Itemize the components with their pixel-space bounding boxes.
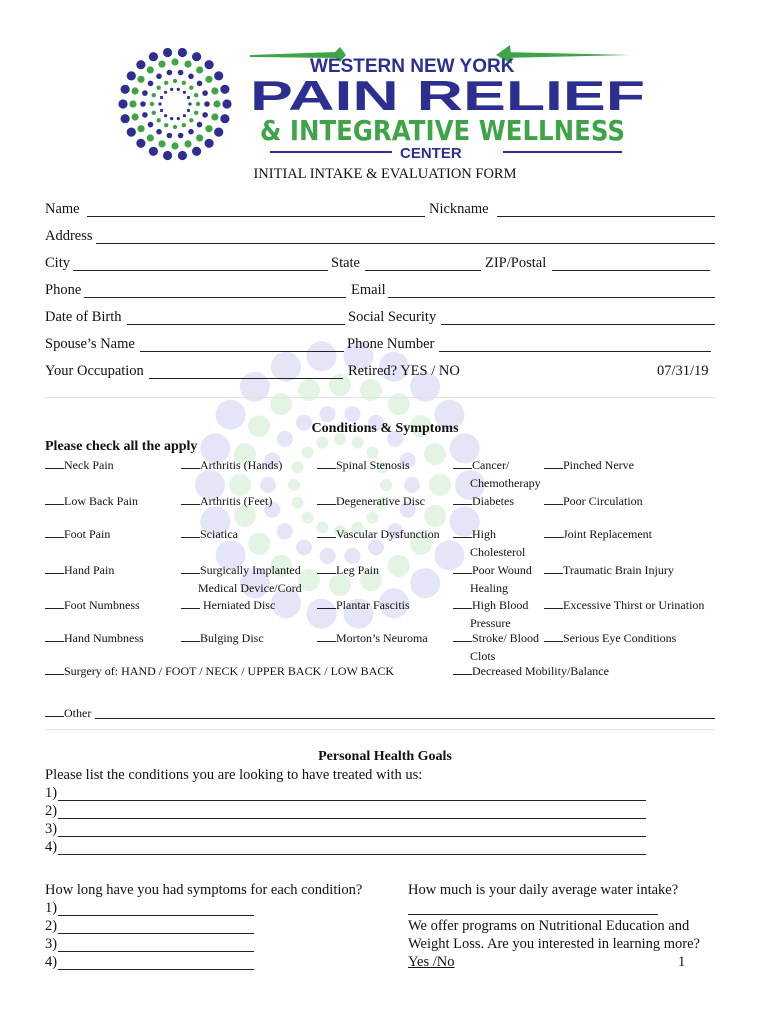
checkbox-blank[interactable] [453, 631, 472, 642]
goal-number: 1) [45, 785, 58, 801]
symptom-duration-line[interactable] [58, 969, 254, 970]
form-title: INITIAL INTAKE & EVALUATION FORM [253, 166, 517, 182]
symptom-number: 4) [45, 954, 58, 970]
address-input-line[interactable] [96, 243, 715, 244]
condition-label: Spinal Stenosis [336, 458, 410, 472]
spouse-input-line[interactable] [140, 351, 344, 352]
checkbox-blank[interactable] [181, 631, 200, 642]
phone-number-label: Phone Number [347, 336, 435, 352]
clinic-logo [110, 42, 660, 164]
other-input-line[interactable] [95, 718, 715, 719]
occupation-input-line[interactable] [149, 378, 343, 379]
email-input-line[interactable] [388, 297, 715, 298]
condition-label: Low Back Pain [64, 494, 138, 508]
condition-option[interactable] [544, 562, 674, 580]
goal-number: 3) [45, 821, 58, 837]
mobility-option[interactable] [453, 663, 609, 681]
yes-no-option[interactable]: Yes /No [408, 954, 455, 970]
condition-label: Leg Pain [336, 563, 379, 577]
condition-label: Hand Pain [64, 563, 115, 577]
condition-option[interactable] [45, 493, 138, 511]
condition-label: Excessive Thirst or Urination [563, 598, 705, 612]
goal-input-line[interactable] [58, 836, 646, 837]
condition-option[interactable] [317, 597, 410, 615]
symptom-number: 3) [45, 936, 58, 952]
condition-label: Foot Numbness [64, 598, 140, 612]
goal-input-line[interactable] [58, 800, 646, 801]
condition-label-continued: Pressure [470, 615, 511, 630]
condition-label: Cancer/ [472, 458, 510, 472]
nickname-input-line[interactable] [497, 216, 715, 217]
checkbox-blank[interactable] [544, 598, 563, 609]
state-input-line[interactable] [365, 270, 481, 271]
divider-1 [45, 397, 715, 398]
condition-option[interactable] [544, 630, 676, 648]
condition-label: Traumatic Brain Injury [563, 563, 674, 577]
checkbox-blank[interactable] [45, 631, 64, 642]
row-phone [45, 282, 715, 302]
condition-label: Stroke/ Blood [472, 631, 540, 645]
address-label: Address [45, 228, 93, 244]
checkbox-blank[interactable] [544, 631, 563, 642]
symptom-duration-line[interactable] [58, 915, 254, 916]
checkbox-blank[interactable] [181, 598, 200, 609]
condition-label: Pinched Nerve [563, 458, 634, 472]
checkbox-blank[interactable] [544, 563, 563, 574]
row-address [45, 228, 715, 248]
goal-number: 4) [45, 839, 58, 855]
logo-line-4: CENTER [400, 145, 462, 162]
condition-label: Arthritis (Feet) [200, 494, 273, 508]
condition-option[interactable] [181, 597, 275, 615]
conditions-title: Conditions & Symptoms [311, 421, 459, 436]
retired-label[interactable]: Retired? YES / NO [348, 363, 460, 379]
row-dob [45, 309, 715, 329]
checkbox-blank[interactable] [45, 494, 64, 505]
divider-2 [45, 729, 715, 730]
condition-label: Bulging Disc [200, 631, 264, 645]
checkbox-blank[interactable] [181, 494, 200, 505]
condition-label: Arthritis (Hands) [200, 458, 283, 472]
water-input-line[interactable] [408, 914, 658, 915]
condition-label-continued: Chemotherapy [470, 475, 541, 490]
condition-option[interactable] [453, 562, 532, 597]
checkbox-blank[interactable] [181, 527, 200, 538]
row-name [45, 201, 715, 221]
condition-option[interactable] [453, 630, 539, 665]
dob-label: Date of Birth [45, 309, 122, 325]
condition-label: Degenerative Disc [336, 494, 425, 508]
ssn-label: Social Security [348, 309, 437, 325]
condition-option[interactable] [317, 630, 428, 648]
mobility-label: Decreased Mobility/Balance [472, 664, 609, 678]
name-label: Name [45, 201, 80, 217]
surgery-option[interactable] [45, 663, 394, 681]
logo-line-3: & INTEGRATIVE WELLNESS [260, 114, 625, 147]
checkbox-blank[interactable] [544, 527, 563, 538]
condition-label-continued: Medical Device/Cord [198, 580, 302, 595]
condition-option[interactable] [317, 493, 425, 511]
condition-option[interactable] [45, 630, 144, 648]
condition-option[interactable] [453, 526, 525, 561]
dotted-circle-logo-icon [118, 48, 231, 160]
state-label: State [331, 255, 360, 271]
condition-option[interactable] [181, 526, 238, 544]
condition-option[interactable] [181, 493, 272, 511]
checkbox-blank[interactable] [453, 458, 472, 469]
condition-option[interactable] [453, 457, 541, 492]
occupation-label: Your Occupation [45, 363, 144, 379]
condition-label: Serious Eye Conditions [563, 631, 677, 645]
goals-title: Personal Health Goals [318, 749, 452, 764]
other-label: Other [64, 706, 92, 720]
checkbox-blank[interactable] [544, 458, 563, 469]
surgery-label: Surgery of: HAND / FOOT / NECK / UPPER BACK / LOW BACK [64, 664, 395, 678]
checkbox-blank[interactable] [453, 563, 472, 574]
spouse-label: Spouse’s Name [45, 336, 135, 352]
nickname-label: Nickname [429, 201, 489, 217]
checkbox-blank[interactable] [45, 458, 64, 469]
checkbox-blank[interactable] [181, 458, 200, 469]
ssn-input-line[interactable] [441, 324, 715, 325]
checkbox-blank[interactable] [317, 458, 336, 469]
condition-option[interactable] [544, 597, 704, 615]
condition-option[interactable] [453, 493, 514, 511]
symptom-duration-line[interactable] [58, 933, 254, 934]
condition-option[interactable] [181, 562, 302, 597]
condition-label-continued: Cholesterol [470, 544, 526, 559]
row-spouse [45, 336, 715, 356]
goals-instruction: Please list the conditions you are looking to have treated with us: [45, 767, 423, 783]
condition-option[interactable] [45, 457, 114, 475]
zip-label: ZIP/Postal [485, 255, 547, 271]
condition-label: Vascular Dysfunction [336, 527, 440, 541]
condition-label: Sciatica [200, 527, 238, 541]
phone-input-line[interactable] [84, 297, 346, 298]
condition-label: Plantar Fascitis [336, 598, 410, 612]
condition-label: High [472, 527, 496, 541]
checkbox-blank[interactable] [317, 563, 336, 574]
row-city [45, 255, 715, 275]
logo-line-1: WESTERN NEW YORK [310, 56, 515, 77]
symptom-number: 2) [45, 918, 58, 934]
programs-line-1: We offer programs on Nutritional Education and [408, 918, 690, 934]
zip-input-line[interactable] [552, 270, 710, 271]
condition-label: Hand Numbness [64, 631, 144, 645]
condition-option[interactable] [317, 457, 410, 475]
condition-label: Neck Pain [64, 458, 114, 472]
logo-line-2: PAIN RELIEF [250, 72, 645, 119]
goal-number: 2) [45, 803, 58, 819]
condition-option[interactable] [453, 597, 528, 632]
checkbox-blank[interactable] [453, 494, 472, 505]
checkbox-blank[interactable] [181, 563, 200, 574]
form-date: 07/31/19 [657, 363, 709, 379]
condition-option[interactable] [544, 493, 643, 511]
programs-line-2: Weight Loss. Are you interested in learning more? [408, 936, 700, 952]
symptoms-question: How long have you had symptoms for each condition? [45, 882, 363, 898]
phone-label: Phone [45, 282, 82, 298]
condition-label: Joint Replacement [563, 527, 652, 541]
name-input-line[interactable] [87, 216, 425, 217]
condition-option[interactable] [544, 526, 652, 544]
row-occupation [45, 363, 715, 383]
condition-option[interactable] [45, 526, 110, 544]
condition-label: Poor Circulation [563, 494, 643, 508]
condition-label: Diabetes [472, 494, 514, 508]
dob-input-line[interactable] [127, 324, 345, 325]
check-instruction: Please check all the apply [45, 439, 198, 454]
checkbox-blank[interactable] [45, 563, 64, 574]
checkbox-blank[interactable] [317, 631, 336, 642]
condition-label: Foot Pain [64, 527, 111, 541]
other-option[interactable] [45, 705, 715, 723]
symptom-duration-line[interactable] [58, 951, 254, 952]
checkbox-blank[interactable] [453, 527, 472, 538]
condition-option[interactable] [317, 526, 440, 544]
condition-option[interactable] [181, 457, 282, 475]
city-label: City [45, 255, 70, 271]
symptom-number: 1) [45, 900, 58, 916]
page-number: 1 [678, 954, 686, 970]
checkbox-blank[interactable] [453, 598, 472, 609]
condition-label-continued: Healing [470, 580, 508, 595]
email-label: Email [351, 282, 386, 298]
condition-option[interactable] [45, 562, 114, 580]
condition-option[interactable] [317, 562, 379, 580]
checkbox-blank[interactable] [317, 598, 336, 609]
water-question: How much is your daily average water intake? [408, 882, 679, 898]
goal-input-line[interactable] [58, 818, 646, 819]
checkbox-blank[interactable] [544, 494, 563, 505]
condition-label: High Blood [472, 598, 529, 612]
checkbox-blank[interactable] [45, 598, 64, 609]
condition-option[interactable] [45, 597, 140, 615]
checkbox-blank[interactable] [317, 527, 336, 538]
goal-input-line[interactable] [58, 854, 646, 855]
condition-label: Herniated Disc [200, 598, 276, 612]
condition-label-continued: Clots [470, 648, 496, 663]
condition-option[interactable] [544, 457, 634, 475]
condition-label: Morton’s Neuroma [336, 631, 428, 645]
city-input-line[interactable] [73, 270, 328, 271]
checkbox-blank[interactable] [45, 527, 64, 538]
condition-label: Surgically Implanted [200, 563, 301, 577]
checkbox-blank[interactable] [317, 494, 336, 505]
phone-number-input-line[interactable] [439, 351, 711, 352]
condition-label: Poor Wound [472, 563, 532, 577]
condition-option[interactable] [181, 630, 264, 648]
